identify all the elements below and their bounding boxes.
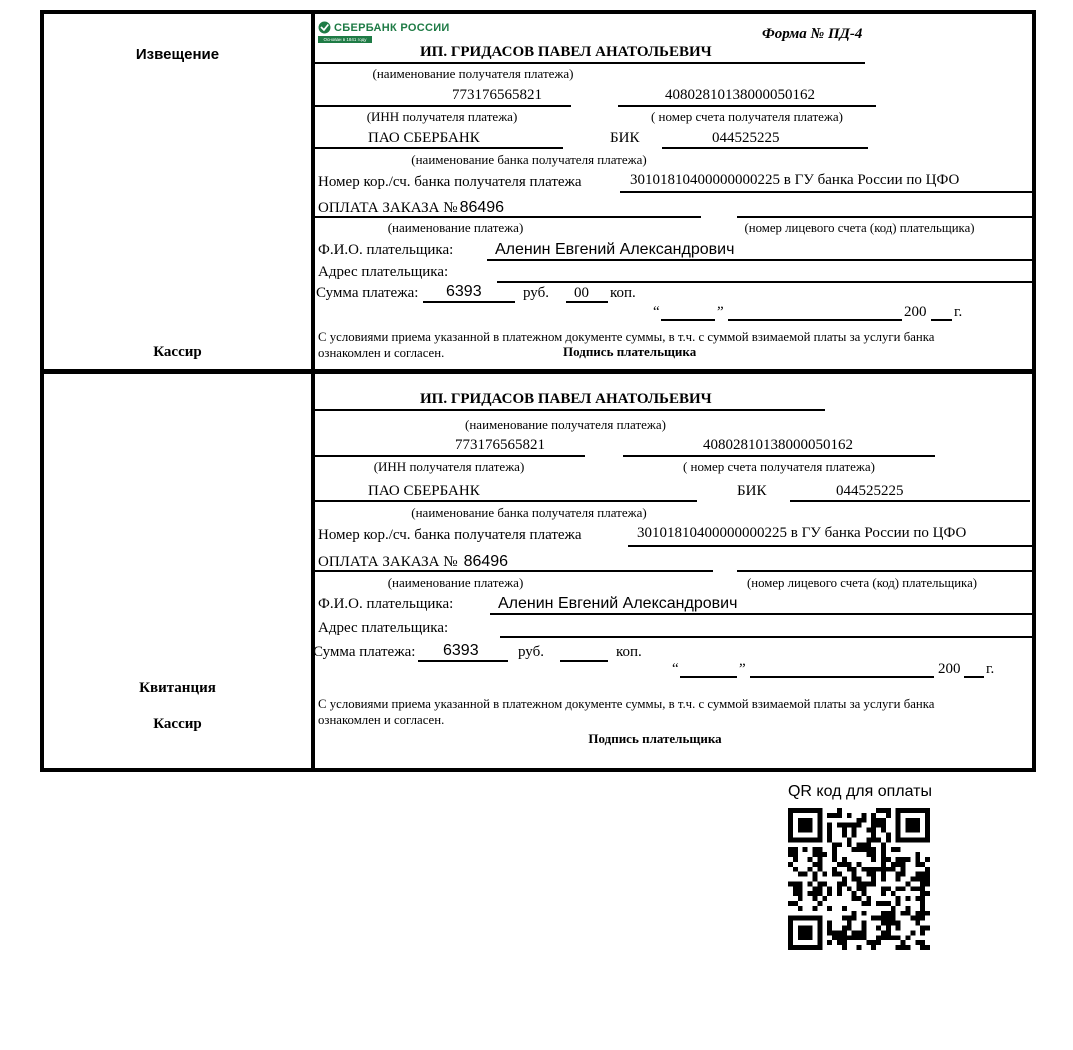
inn-caption: (ИНН получателя платежа) [366,109,518,124]
section-divider [40,369,1036,374]
field-underline [662,147,868,149]
bik-label: БИК [610,130,640,146]
account-caption: ( номер счета получателя платежа) [650,109,844,124]
field-underline [313,62,865,64]
field-underline [313,147,563,149]
corr-account-value: 30101810400000000225 в ГУ банка России по ЦФО [637,525,967,541]
field-underline [628,545,1035,547]
bank-caption: (наименование банка получателя платежа) [411,152,647,167]
field-underline [313,500,697,502]
recipient-title: ИП. ГРИДАСОВ ПАВЕЛ АНАТОЛЬЕВИЧ [420,44,712,60]
payer-name-value: Аленин Евгений Александрович [498,595,738,612]
bik-label: БИК [737,483,767,499]
form-number-label: Форма № ПД-4 [762,26,863,42]
payer-address-label: Адрес плательщика: [318,264,449,280]
date-quote-close: ” [717,304,724,320]
bik-value: 044525225 [836,483,904,499]
cashier-label: Кассир [153,716,202,732]
payer-fio-label: Ф.И.О. плательщика: [318,242,454,258]
personal-account-caption: (номер лицевого счета (код) плательщика) [746,576,978,590]
payer-name-value: Аленин Евгений Александрович [495,241,735,258]
cashier-label: Кассир [153,344,202,360]
field-underline [737,216,1035,218]
account-value: 40802810138000050162 [703,437,853,453]
corr-account-label: Номер кор./сч. банка получателя платежа [318,174,582,190]
sberbank-logo-tagline: Основан в 1841 году [318,36,372,43]
field-underline [313,216,701,218]
payer-address-label: Адрес плательщика: [318,620,449,636]
field-underline [497,281,1035,283]
field-underline [313,455,585,457]
agreement-line2: ознакомлен и согласен. [318,713,445,727]
payment-purpose [318,553,508,571]
rub-label: руб. [523,285,549,301]
agreement-line1: С условиями приема указанной в платежном документе суммы, в т.ч. с суммой взимаемой платы за услуги банка [318,697,935,711]
account-value: 40802810138000050162 [665,87,815,103]
field-underline [313,570,713,572]
field-underline [560,660,608,662]
year-prefix: 200 [938,661,961,677]
signature-label: Подпись плательщика [588,731,722,746]
bank-name-value: ПАО СБЕРБАНК [368,130,480,146]
payment-name-caption: (наименование платежа) [387,220,524,235]
field-underline [313,105,571,107]
order-number-value: 86496 [459,199,505,216]
date-underline [931,319,952,321]
agreement-line2: ознакомлен и согласен. [318,346,445,360]
inn-caption: (ИНН получателя платежа) [373,459,525,474]
field-underline [500,636,1035,638]
bank-name-value: ПАО СБЕРБАНК [368,483,480,499]
qr-code [788,808,930,950]
bank-caption: (наименование банка получателя платежа) [411,505,647,520]
payer-fio-label: Ф.И.О. плательщика: [318,596,454,612]
field-underline [620,191,1035,193]
field-underline [790,500,1030,502]
amount-label: Сумма платежа: [316,285,419,301]
kop-label: коп. [610,285,636,301]
account-caption: ( номер счета получателя платежа) [682,459,876,474]
notice-label: Извещение [135,46,220,63]
sberbank-logo-text: СБЕРБАНК РОССИИ [334,22,450,34]
corr-account-label: Номер кор./сч. банка получателя платежа [318,527,582,543]
inn-value: 773176565821 [452,87,542,103]
inn-value: 773176565821 [455,437,545,453]
recipient-caption: (наименование получателя платежа) [372,66,574,81]
signature-label: Подпись плательщика [563,344,697,359]
year-suffix: г. [954,304,963,320]
amount-kop-value: 00 [574,285,589,301]
order-number-value: 86496 [463,553,509,570]
bik-value: 044525225 [712,130,780,146]
payment-name-caption: (наименование платежа) [387,575,524,590]
field-underline [737,570,1035,572]
corr-account-value: 30101810400000000225 в ГУ банка России по ЦФО [630,172,960,188]
qr-caption: QR код для оплаты [787,783,932,800]
payment-purpose-label: ОПЛАТА ЗАКАЗА № [318,200,458,216]
date-quote-open: “ [672,661,679,677]
year-prefix: 200 [904,304,927,320]
field-underline [490,613,1035,615]
date-quote-open: “ [653,304,660,320]
field-underline [313,409,825,411]
date-underline [750,676,934,678]
recipient-title: ИП. ГРИДАСОВ ПАВЕЛ АНАТОЛЬЕВИЧ [420,391,712,407]
date-underline [964,676,984,678]
amount-rub-value: 6393 [446,283,482,300]
payment-purpose [318,199,504,217]
rub-label: руб. [518,644,544,660]
amount-rub-value: 6393 [443,642,479,659]
amount-label: Сумма платежа: [313,644,416,660]
date-quote-close: ” [739,661,746,677]
personal-account-caption: (номер лицевого счета (код) плательщика) [744,221,975,235]
field-underline [487,259,1035,261]
date-underline [661,319,715,321]
receipt-label: Квитанция [139,680,216,696]
field-underline [618,105,876,107]
field-underline [623,455,935,457]
agreement-line1: С условиями приема указанной в платежном документе суммы, в т.ч. с суммой взимаемой платы за услуги банка [318,330,935,344]
date-underline [728,319,902,321]
payment-purpose-label: ОПЛАТА ЗАКАЗА № [318,554,458,570]
year-suffix: г. [986,661,995,677]
recipient-caption: (наименование получателя платежа) [465,417,666,432]
kop-label: коп. [616,644,642,660]
date-underline [680,676,737,678]
